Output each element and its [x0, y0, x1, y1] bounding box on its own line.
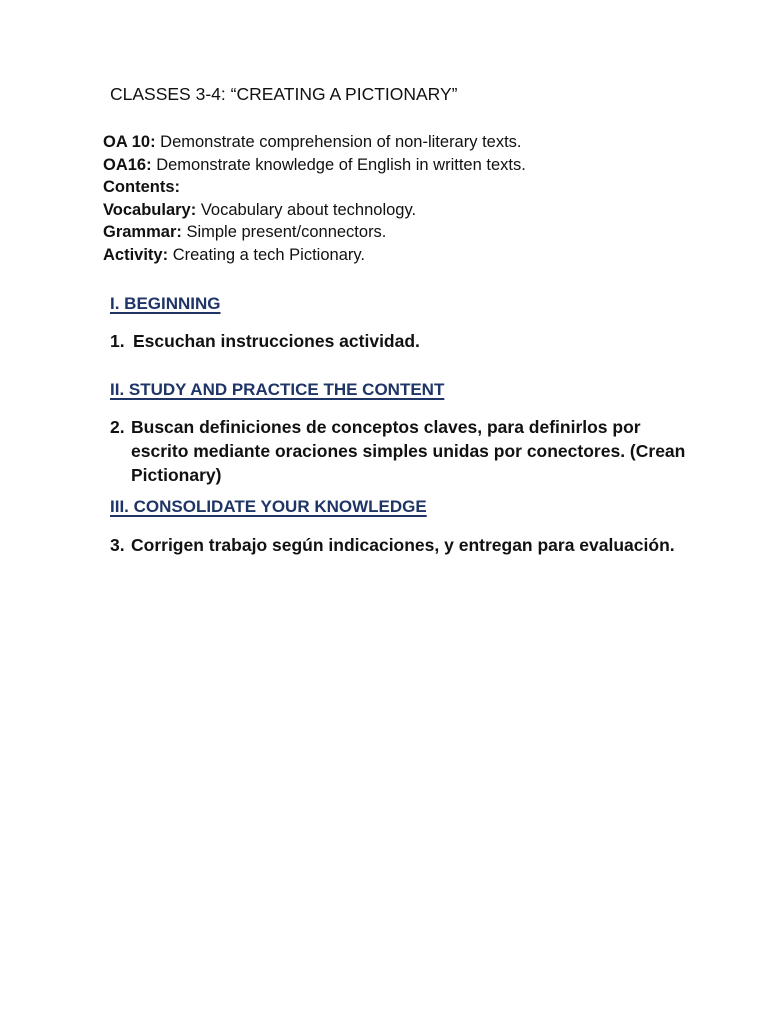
section-heading: I. BEGINNING — [110, 294, 221, 313]
detail-label: Activity: — [103, 245, 169, 264]
objective-label: OA 10: — [103, 133, 156, 151]
objective-label: OA16: — [103, 155, 152, 174]
objective-text: Demonstrate knowledge of English in written texts. — [151, 155, 526, 174]
section-heading-beginning — [110, 294, 221, 314]
step-text: Escuchan instrucciones actividad. — [133, 331, 420, 351]
section-heading: II. STUDY AND PRACTICE THE CONTENT — [110, 380, 445, 399]
objective-text: Demonstrate comprehension of non-literary texts. — [155, 133, 522, 151]
step-number: 1. — [110, 331, 125, 351]
section-heading-study — [110, 380, 444, 400]
detail-text: Simple present/connectors. — [181, 223, 387, 242]
step-text: Buscan definiciones de conceptos claves, para definirlos por escrito mediante oraciones simples unidas por conectores. (Crean Pictionary) — [131, 417, 686, 485]
detail-label: Vocabulary: — [103, 200, 197, 219]
detail-grammar — [103, 221, 526, 244]
step-number: 2. — [110, 417, 125, 437]
lesson-metadata — [103, 131, 526, 267]
detail-vocabulary — [103, 199, 526, 222]
page-title: CLASSES 3-4: “CREATING A PICTIONARY” — [110, 84, 458, 104]
objective-oa16 — [103, 154, 526, 177]
step-item-2 — [110, 415, 694, 487]
detail-text: Creating a tech Pictionary. — [168, 245, 365, 264]
detail-text: Vocabulary about technology. — [196, 200, 417, 219]
step-text: Corrigen trabajo según indicaciones, y entregan para evaluación. — [131, 535, 675, 555]
contents-heading — [103, 176, 526, 199]
step-item-1 — [110, 329, 670, 353]
section-heading: III. CONSOLIDATE YOUR KNOWLEDGE — [110, 497, 427, 516]
objective-oa10 — [103, 131, 526, 154]
detail-label: Grammar: — [103, 223, 182, 242]
section-heading-consolidate — [110, 497, 427, 517]
step-item-3 — [110, 533, 710, 557]
step-number: 3. — [110, 535, 125, 555]
contents-label: Contents: — [103, 178, 180, 197]
detail-activity — [103, 244, 526, 267]
